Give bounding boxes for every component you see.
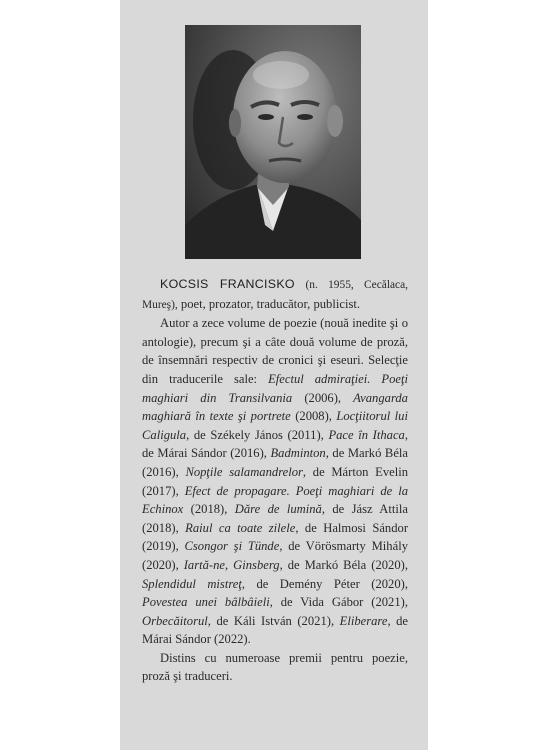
translation-title: Efectul admiraţiei. Poeţi maghiari din Transilvania xyxy=(142,371,408,405)
translation-details: , de Káli István (2021), xyxy=(207,613,340,628)
translation-details: (2008), xyxy=(290,409,337,424)
author-birth: (n. 1955, Cecălaca, Mureş), xyxy=(142,279,408,311)
author-name: KOCSIS FRANCISKO xyxy=(160,277,295,291)
translation-title: Dăre de lumină xyxy=(234,502,322,517)
translation-details: , de Demény Péter (2020), xyxy=(241,576,408,591)
translation-title: Efect de propagare. Poeţi maghiari de la Echinox xyxy=(142,483,408,517)
translation-details: , de Halmosi Sándor (2019), xyxy=(142,520,409,554)
translation-title: Badminton xyxy=(270,446,326,461)
translations-list xyxy=(142,372,408,646)
translation-title: Csongor şi Tünde xyxy=(184,539,280,554)
translation-details: , de Székely János (2011), xyxy=(186,427,329,442)
translation-title: Orbecăitorul xyxy=(142,613,208,628)
translation-details: (2018), xyxy=(183,502,235,517)
author-biography xyxy=(142,275,408,686)
translation-details: , de Vörösmarty Mihály (2020), xyxy=(142,539,408,572)
translation-title: Iartă-ne, Ginsberg xyxy=(183,557,280,572)
works-intro: Autor a zece volume de poezie (nouă inedite şi o antologie), precum şi a câte două volume de proză, de însemnări respectiv de cronici şi eseuri. Selecţie din traducerile sale: xyxy=(142,316,408,386)
translation-details: , de Markó Béla (2016), xyxy=(142,446,408,479)
translation-title: Raiul ca toate zilele xyxy=(185,520,296,535)
translation-details: , de Jász Attila (2018), xyxy=(142,502,408,535)
translation-details: , de Vida Gábor (2021), xyxy=(269,595,408,610)
bio-awards-paragraph: Distins cu numeroase premii pentru poezie, proză şi traduceri. xyxy=(142,650,408,684)
bio-works-paragraph xyxy=(142,314,408,649)
bio-intro-paragraph xyxy=(142,275,408,314)
translation-title: Eliberare xyxy=(339,613,388,628)
translation-title: Locţiitorul lui Caligula xyxy=(142,409,408,442)
translation-title: Pace în Ithaca xyxy=(328,427,405,442)
translation-title: Avangarda maghiară în texte şi portrete xyxy=(142,390,408,424)
author-portrait xyxy=(185,25,361,259)
translation-details: , de Márton Evelin (2017), xyxy=(142,464,409,498)
translation-title: Splendidul mistreţ xyxy=(142,576,242,591)
translation-details: (2006), xyxy=(292,390,354,405)
translation-title: Povestea unei bâlbâieli xyxy=(142,595,270,610)
translation-details: , de Márai Sándor (2022). xyxy=(142,613,408,647)
translation-details: , de Markó Béla (2020), xyxy=(279,557,408,572)
book-flap xyxy=(120,0,428,750)
author-roles: poet, prozator, traducător, publicist. xyxy=(177,296,360,311)
translation-details: , de Márai Sándor (2016), xyxy=(142,427,409,461)
translation-title: Nopţile salamandrelor xyxy=(185,464,303,479)
